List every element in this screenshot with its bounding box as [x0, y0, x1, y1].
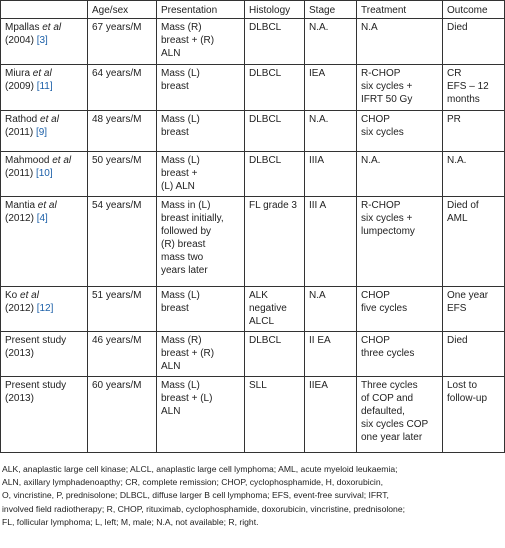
histology-line: DLBCL [249, 22, 282, 33]
study-author: Mantia [5, 200, 36, 211]
outcome-cell [443, 287, 505, 332]
presentation-line: breast + [161, 168, 198, 179]
treatment-line: six cycles + [361, 81, 413, 92]
histology-cell [245, 152, 305, 197]
treatment-line: six cycles COP [361, 419, 429, 430]
treatment-cell [357, 197, 443, 287]
study-year: (2012) [5, 213, 34, 224]
study-author: Ko [5, 290, 18, 301]
presentation-line: Mass (L) [161, 68, 200, 79]
outcome-line: EFS [447, 303, 467, 314]
histology-line: ALK [249, 290, 268, 301]
histology-cell [245, 19, 305, 65]
age-sex-cell: 48 years/M [88, 111, 157, 152]
presentation-line: followed by [161, 226, 212, 237]
treatment-line: N.A. [361, 155, 381, 166]
footnote-line: involved field radiotherapy; R, CHOP, rituximab, cyclophosphamide, doxorubicin, vincristine, prednisolone; [2, 503, 405, 514]
table-row [1, 287, 505, 332]
presentation-cell [157, 377, 245, 453]
reference-link[interactable]: [12] [36, 303, 54, 314]
stage-cell: II EA [305, 332, 357, 377]
study-year: (2013) [5, 348, 34, 359]
presentation-cell [157, 65, 245, 111]
treatment-line: CHOP [361, 290, 390, 301]
stage-cell: IIIA [305, 152, 357, 197]
histology-cell [245, 377, 305, 453]
outcome-line: N.A. [447, 155, 467, 166]
footnote-line: FL, follicular lymphoma; L, left; M, male; N.A, not available; R, right. [2, 516, 259, 527]
outcome-line: CR [447, 68, 462, 79]
histology-cell [245, 287, 305, 332]
histology-line: DLBCL [249, 68, 282, 79]
outcome-line: months [447, 94, 480, 105]
histology-line: DLBCL [249, 335, 282, 346]
presentation-cell [157, 111, 245, 152]
header-cell: Outcome [443, 1, 505, 19]
outcome-line: One year [447, 290, 489, 301]
presentation-line: ALN [161, 48, 181, 59]
footnote-line: O, vincristine, P, prednisolone; DLBCL, diffuse larger B cell lymphoma; EFS, event-free survival; IFRT, [2, 490, 389, 501]
outcome-line: PR [447, 114, 461, 125]
treatment-cell [357, 287, 443, 332]
study-etal: et al [40, 114, 59, 125]
presentation-line: breast initially, [161, 213, 224, 224]
header-cell: Presentation [157, 1, 245, 19]
outcome-line: follow-up [447, 393, 488, 404]
outcome-cell [443, 111, 505, 152]
study-etal: et al [32, 68, 52, 79]
treatment-cell [357, 332, 443, 377]
presentation-line: Mass (R) [161, 335, 202, 346]
outcome-line: AML [447, 213, 468, 224]
age-sex-cell: 50 years/M [88, 152, 157, 197]
treatment-line: defaulted, [361, 406, 405, 417]
study-author: Present study [5, 335, 67, 346]
reference-link[interactable]: [10] [35, 168, 53, 179]
footnote-line: ALN, axillary lymphadenoapthy; CR, complete remission; CHOP, cyclophosphamide, H, doxorubicin, [2, 477, 384, 488]
presentation-line: Mass (L) [161, 155, 200, 166]
table-body [1, 19, 505, 453]
stage-cell: IIEA [305, 377, 357, 453]
table-footnote [2, 463, 503, 529]
study-cell [1, 152, 88, 197]
age-sex-cell: 67 years/M [88, 19, 157, 65]
table-header-row [1, 1, 505, 19]
treatment-line: six cycles [361, 127, 404, 138]
presentation-line: (R) breast [161, 239, 206, 250]
table-row [1, 377, 505, 453]
study-cell [1, 19, 88, 65]
header-cell [1, 1, 88, 19]
table-row [1, 65, 505, 111]
histology-line: DLBCL [249, 155, 282, 166]
presentation-line: ALN [161, 361, 181, 372]
table-row [1, 332, 505, 377]
presentation-cell [157, 197, 245, 287]
study-etal: et al [37, 200, 57, 211]
stage-cell: N.A. [305, 111, 357, 152]
presentation-line: breast [161, 303, 189, 314]
header-cell: Treatment [357, 1, 443, 19]
presentation-cell [157, 19, 245, 65]
study-year: (2011) [5, 168, 34, 179]
presentation-cell [157, 287, 245, 332]
treatment-line: five cycles [361, 303, 408, 314]
study-author: Rathod [5, 114, 38, 125]
study-cell [1, 287, 88, 332]
treatment-line: CHOP [361, 335, 390, 346]
reference-link[interactable]: [3] [36, 35, 48, 46]
table-row [1, 111, 505, 152]
presentation-line: Mass (L) [161, 380, 200, 391]
presentation-line: ALN [161, 406, 181, 417]
study-year: (2012) [5, 303, 34, 314]
study-cell [1, 65, 88, 111]
treatment-line: R-CHOP [361, 68, 401, 79]
histology-line: negative [249, 303, 287, 314]
treatment-line: six cycles + [361, 213, 413, 224]
presentation-line: breast [161, 127, 189, 138]
age-sex-cell: 54 years/M [88, 197, 157, 287]
age-sex-cell: 60 years/M [88, 377, 157, 453]
histology-cell [245, 332, 305, 377]
outcome-cell [443, 377, 505, 453]
table-row [1, 19, 505, 65]
presentation-line: breast + (R) [161, 348, 215, 359]
age-sex-cell: 51 years/M [88, 287, 157, 332]
age-sex-cell: 46 years/M [88, 332, 157, 377]
stage-cell: N.A. [305, 19, 357, 65]
study-author: Mahmood [5, 155, 50, 166]
treatment-cell [357, 377, 443, 453]
study-etal: et al [20, 290, 39, 301]
outcome-cell [443, 197, 505, 287]
presentation-line: Mass (L) [161, 290, 200, 301]
outcome-cell [443, 152, 505, 197]
outcome-cell [443, 19, 505, 65]
table-row [1, 197, 505, 287]
presentation-cell [157, 152, 245, 197]
header-cell: Stage [305, 1, 357, 19]
study-year: (2009) [5, 81, 34, 92]
presentation-line: Mass (L) [161, 114, 200, 125]
outcome-line: Lost to [447, 380, 478, 391]
study-author: Mpallas [5, 22, 40, 33]
treatment-line: N.A [361, 22, 378, 33]
stage-cell: N.A [305, 287, 357, 332]
reference-link[interactable]: [9] [35, 127, 48, 138]
treatment-line: three cycles [361, 348, 415, 359]
treatment-cell [357, 19, 443, 65]
histology-cell [245, 111, 305, 152]
header-cell: Histology [245, 1, 305, 19]
treatment-cell [357, 65, 443, 111]
age-sex-cell: 64 years/M [88, 65, 157, 111]
presentation-line: breast + (L) [161, 393, 213, 404]
reference-link[interactable]: [4] [36, 213, 48, 224]
histology-line: SLL [249, 380, 267, 391]
header-cell: Age/sex [88, 1, 157, 19]
outcome-line: Died [447, 335, 468, 346]
presentation-cell [157, 332, 245, 377]
outcome-line: Died of [447, 200, 479, 211]
treatment-line: one year later [361, 432, 423, 443]
outcome-line: EFS – 12 [447, 81, 489, 92]
study-cell [1, 197, 88, 287]
treatment-cell [357, 152, 443, 197]
treatment-line: R-CHOP [361, 200, 401, 211]
study-cell [1, 377, 88, 453]
histology-line: DLBCL [249, 114, 282, 125]
footnote-line: ALK, anaplastic large cell kinase; ALCL, anaplastic large cell lymphoma; AML, acute myeloid leukaemia; [2, 464, 398, 474]
study-cell [1, 111, 88, 152]
presentation-line: mass two [161, 252, 204, 263]
study-year: (2013) [5, 393, 34, 404]
presentation-line: Mass in (L) [161, 200, 211, 211]
study-year: (2004) [5, 35, 34, 46]
presentation-line: Mass (R) [161, 22, 202, 33]
treatment-line: CHOP [361, 114, 390, 125]
outcome-line: Died [447, 22, 468, 33]
reference-link[interactable]: [11] [36, 81, 53, 92]
study-etal: et al [42, 22, 62, 33]
stage-cell: III A [305, 197, 357, 287]
study-author: Miura [5, 68, 31, 79]
histology-cell [245, 65, 305, 111]
study-cell [1, 332, 88, 377]
presentation-line: breast [161, 81, 189, 92]
outcome-cell [443, 332, 505, 377]
histology-cell [245, 197, 305, 287]
treatment-cell [357, 111, 443, 152]
treatment-line: Three cycles [361, 380, 418, 391]
histology-line: ALCL [249, 316, 275, 327]
table-row [1, 152, 505, 197]
presentation-line: years later [161, 265, 208, 276]
treatment-line: IFRT 50 Gy [361, 94, 413, 105]
study-year: (2011) [5, 127, 34, 138]
study-etal: et al [52, 155, 72, 166]
presentation-line: breast + (R) [161, 35, 215, 46]
stage-cell: IEA [305, 65, 357, 111]
presentation-line: (L) ALN [161, 181, 195, 192]
histology-line: FL grade 3 [249, 200, 297, 211]
outcome-cell [443, 65, 505, 111]
study-author: Present study [5, 380, 67, 391]
treatment-line: lumpectomy [361, 226, 415, 237]
treatment-line: of COP and [361, 393, 414, 404]
